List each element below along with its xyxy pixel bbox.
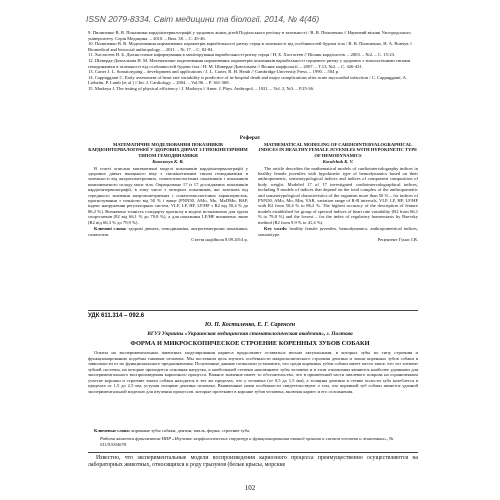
article-abstract: Опыты на экспериментальных животных моделирования кариеса продолжают оставаться весьма актуальными, в которых зубы по типу строения и функционированию подобны таковым человека. Мы поставили цель изучить особенности макроскопического строения дентина и эмали коренных зубов собаки в зависимости от их функционального предназначения. Полученные данные позволили установить, что среди коренных зубов собаки имеет место такое, что тот элемент зубной системы, на которые приходится основная нагрузка, в наибольшей степени напоминают зубы человека и в этом отношении являются наиболее удачными для экспериментального воспроизведения кариозного процесса. Важное значение имеет то обстоятельство, что в пришеечной части эмалевого покрова на ограниченном участке коронки и строение эмали собаки находится в тех же пределах, что у человека (от 0,5 до 1,5 мм), а толщина дентина в стенке полости зуба колеблется в пределах от 1,5 до 2,5 мм, уступая толщине дентина человека. Выявленные нами особенности свидетельствуют о том, что коренной зуб собаки является удачной экспериментальной моделью для изучения процессов, которые протекают в коронке зубов человека, включая кариес и его осложнения. xyxy=(88,350,418,394)
reference-item: 11. Хастасеев Н. Б. Діагностичне інформування в моніторуванні варіабельності ритму серця / Н. Б. Хастасеев // Вісник кардіологів. – 2003. – №2. – С. 15-23. xyxy=(88,52,396,58)
reviewer: Рецензент Гунас І.В. xyxy=(377,236,418,242)
reference-item: 15. Markeya J. The testing of physical efficiency / J. Markeya // Amer. J. Phys. Anthropol. – 1921. – Vol. 2, №3. – P.25-36. xyxy=(88,85,315,91)
keywords-text: здорові дівчата, гемодинаміка, антропометричні показники, соматотип. xyxy=(88,226,248,237)
reference-item: 9. Пилипенко В. В. Показники кардіоінтервалографії у здорових жінок дітей Подільського регіону в залежності / В. В. Пилипенко // Науковий вісник Ужгородського університету. Серія Медицина. – 2010. – Вип. 38. – С. 45-46. xyxy=(88,30,411,41)
abstract-title: МАТЕМАТИЧНЕ МОДЕЛЮВАННЯ ПОКАЗНИКІВ КАРДІОІНТЕРВАЛОГРАФІЇ У ЗДОРОВИХ ДІВЧАТ З ГІПОКІНЕТИЧНИМ ТИПОМ ГЕМОДИНАМІКИ xyxy=(88,142,248,158)
abstract-ukrainian xyxy=(88,142,248,242)
abstract-keywords xyxy=(88,226,248,237)
keywords-label: Key words: xyxy=(264,226,288,232)
footnote: Работа является фрагментом НИР «Изучение морфологических структур и функционирования тканей органов и систем человека и животных», № 0113U004078. xyxy=(100,436,394,447)
section-divider xyxy=(88,452,418,453)
keywords-label: Ключові слова: xyxy=(94,226,127,232)
abstract-author: Ковальчук К. В. xyxy=(152,159,184,165)
article-affiliation: ВГУЗ Украины «Украинская медицинская стоматологическая академия», г. Полтава xyxy=(147,331,353,337)
journal-header: ISSN 2079-8334. Світ медицини та біології. 2014, № 4(46) xyxy=(86,14,320,24)
section-divider xyxy=(88,310,418,311)
abstract-body: The article describes the mathematical models of cardiointervalography indices in healthy female juveniles with hypokinetic type of hemodynamics based on their anthropometric, somatotypological indices and indices of component composition of body weight. Modeled 17 of 17 investigated cardiointervalographical indices, including 9 models of indices that depend on the total complex of the anthropometric and somatotypological characteristics of the organism more than 50 % – for indices of PNN50, AMo, Mo, Min, VAR, variation range of R-R intervals, VLF, LF, HF, LF/HF with R2 from 50,4 % to 86,2 %. The highest accuracy of the description of feature models established for group of spectral indices of heart rate variability (R2 from 66,1 % to 79,8 %) and the lowest – for the index of regulatory homeostasis by Baevsky method (R2 from 9,9 % to 41,4 %). xyxy=(258,165,418,225)
reference-item: 14. Cappuggiani C. Early assessment of heart rate variability is predictive of in-hospital death and major complications after acute myocardial infarction / C. Cappuggiani, A. Liebalm, P. Lamb [et al.] // Int. J. Cardiology. – 2004. – Vol.96. – P. 361-368. xyxy=(88,74,408,86)
reference-item: 10. Пилипенко В. В. Моделювання нормативних параметрів варіабельності ритму серця в залежності від особливостей будови тіла / В. В. Пилипенко, Н. А. Вовчук // Biomedical and biosocial anthropology. – 2011. – № 17. – С. 82-84. xyxy=(88,41,413,52)
reference-list xyxy=(88,30,418,92)
reference-item: 13. Carter J. L. Somatotyping – development and applications / J. L. Carter, B. H. Heath // Cambridge University Press. – 1990. – 504 p. xyxy=(88,69,340,75)
reference-item: 12. Шаверда-Довгальова Н. М. Математичне моделювання нормативних параметрів показників варіабельності серцевого ритму у здорових з типологічними типами гемодинаміки в залежності від особливостей будови тіла / Н. М. Шаверда-Довгальова // Вісник морфології. – 2007. – Т.13, №2. – С. 426-431. xyxy=(88,57,411,69)
abstract-author: Kovalchuk K. V. xyxy=(322,159,354,165)
keywords-label: Ключевые слова: xyxy=(94,428,131,433)
article-title: ФОРМА И МИКРОСКОПИЧЕСКОЕ СТРОЕНИЕ КОРЕННЫХ ЗУБОВ СОБАКИ xyxy=(130,340,370,347)
referat-heading: Реферат xyxy=(239,135,261,141)
udk-code: УДК 611.314 – 092.6 xyxy=(88,313,145,319)
received-date: Стаття надійшла 8.09.2014 р. xyxy=(191,236,248,242)
article-body: Известно, что экспериментальные модели воспроизведения кариозного процесса преимущественно осуществляются на лабораторных животных, относящихся к роду грызунов (белые крысы, морские xyxy=(88,455,418,468)
abstract-body: В статті описано математичні моделі показників кардіоінтервалографії у здорових дівчат юнацького віку з гіпокінетичним типом гемодинаміки в залежності від антропометричних, соматотипологічних показників і показників компонентного складу маси тіла. Опрацьовано 17 із 17 досліджених показників кардіоінтервалографії, в тому числі з чотирьох показників, які залежать від середнього значення антропометричних і соматотипологічних характеристик, прогнозування з точністю від 50 % і вище (PNN50, AMo, Mo, MxDMn, ВАР, індекс напруження регуляторних систем, VLF, LF, HF, LF/HF з R2 від 50,4 % до 86,2 %). Визначено точність стандарту прогнозу в моделі встановлено для групи спортсменів (82 від 66,1 % до 79,8 %), а для показника LF/HF визначено лише (R2 від 66,3 % до 79,9 %). xyxy=(88,165,248,225)
abstract-title: MATHEMATICAL MODELING OF CARDIOINTERVALOGRAPHICAL INDICES IN HEALTHY FEMALE JUVENILES WITH HYPOKINETIC TYPE OF HEMODYNAMICS xyxy=(258,142,418,158)
abstract-keywords xyxy=(258,226,418,237)
article-keywords xyxy=(88,428,418,434)
abstract-english xyxy=(258,142,418,242)
keywords-text: коренные зубы собаки, дентин, эмаль, форма, строение зуба. xyxy=(131,428,251,433)
page-number: 102 xyxy=(244,484,256,492)
article-authors: Ю. П. Костиленко, Е. Г. Саренсен xyxy=(204,322,296,328)
keywords-text: healthy female juveniles, hemodynamics, anthropometrical indices, somatotype. xyxy=(258,226,418,237)
